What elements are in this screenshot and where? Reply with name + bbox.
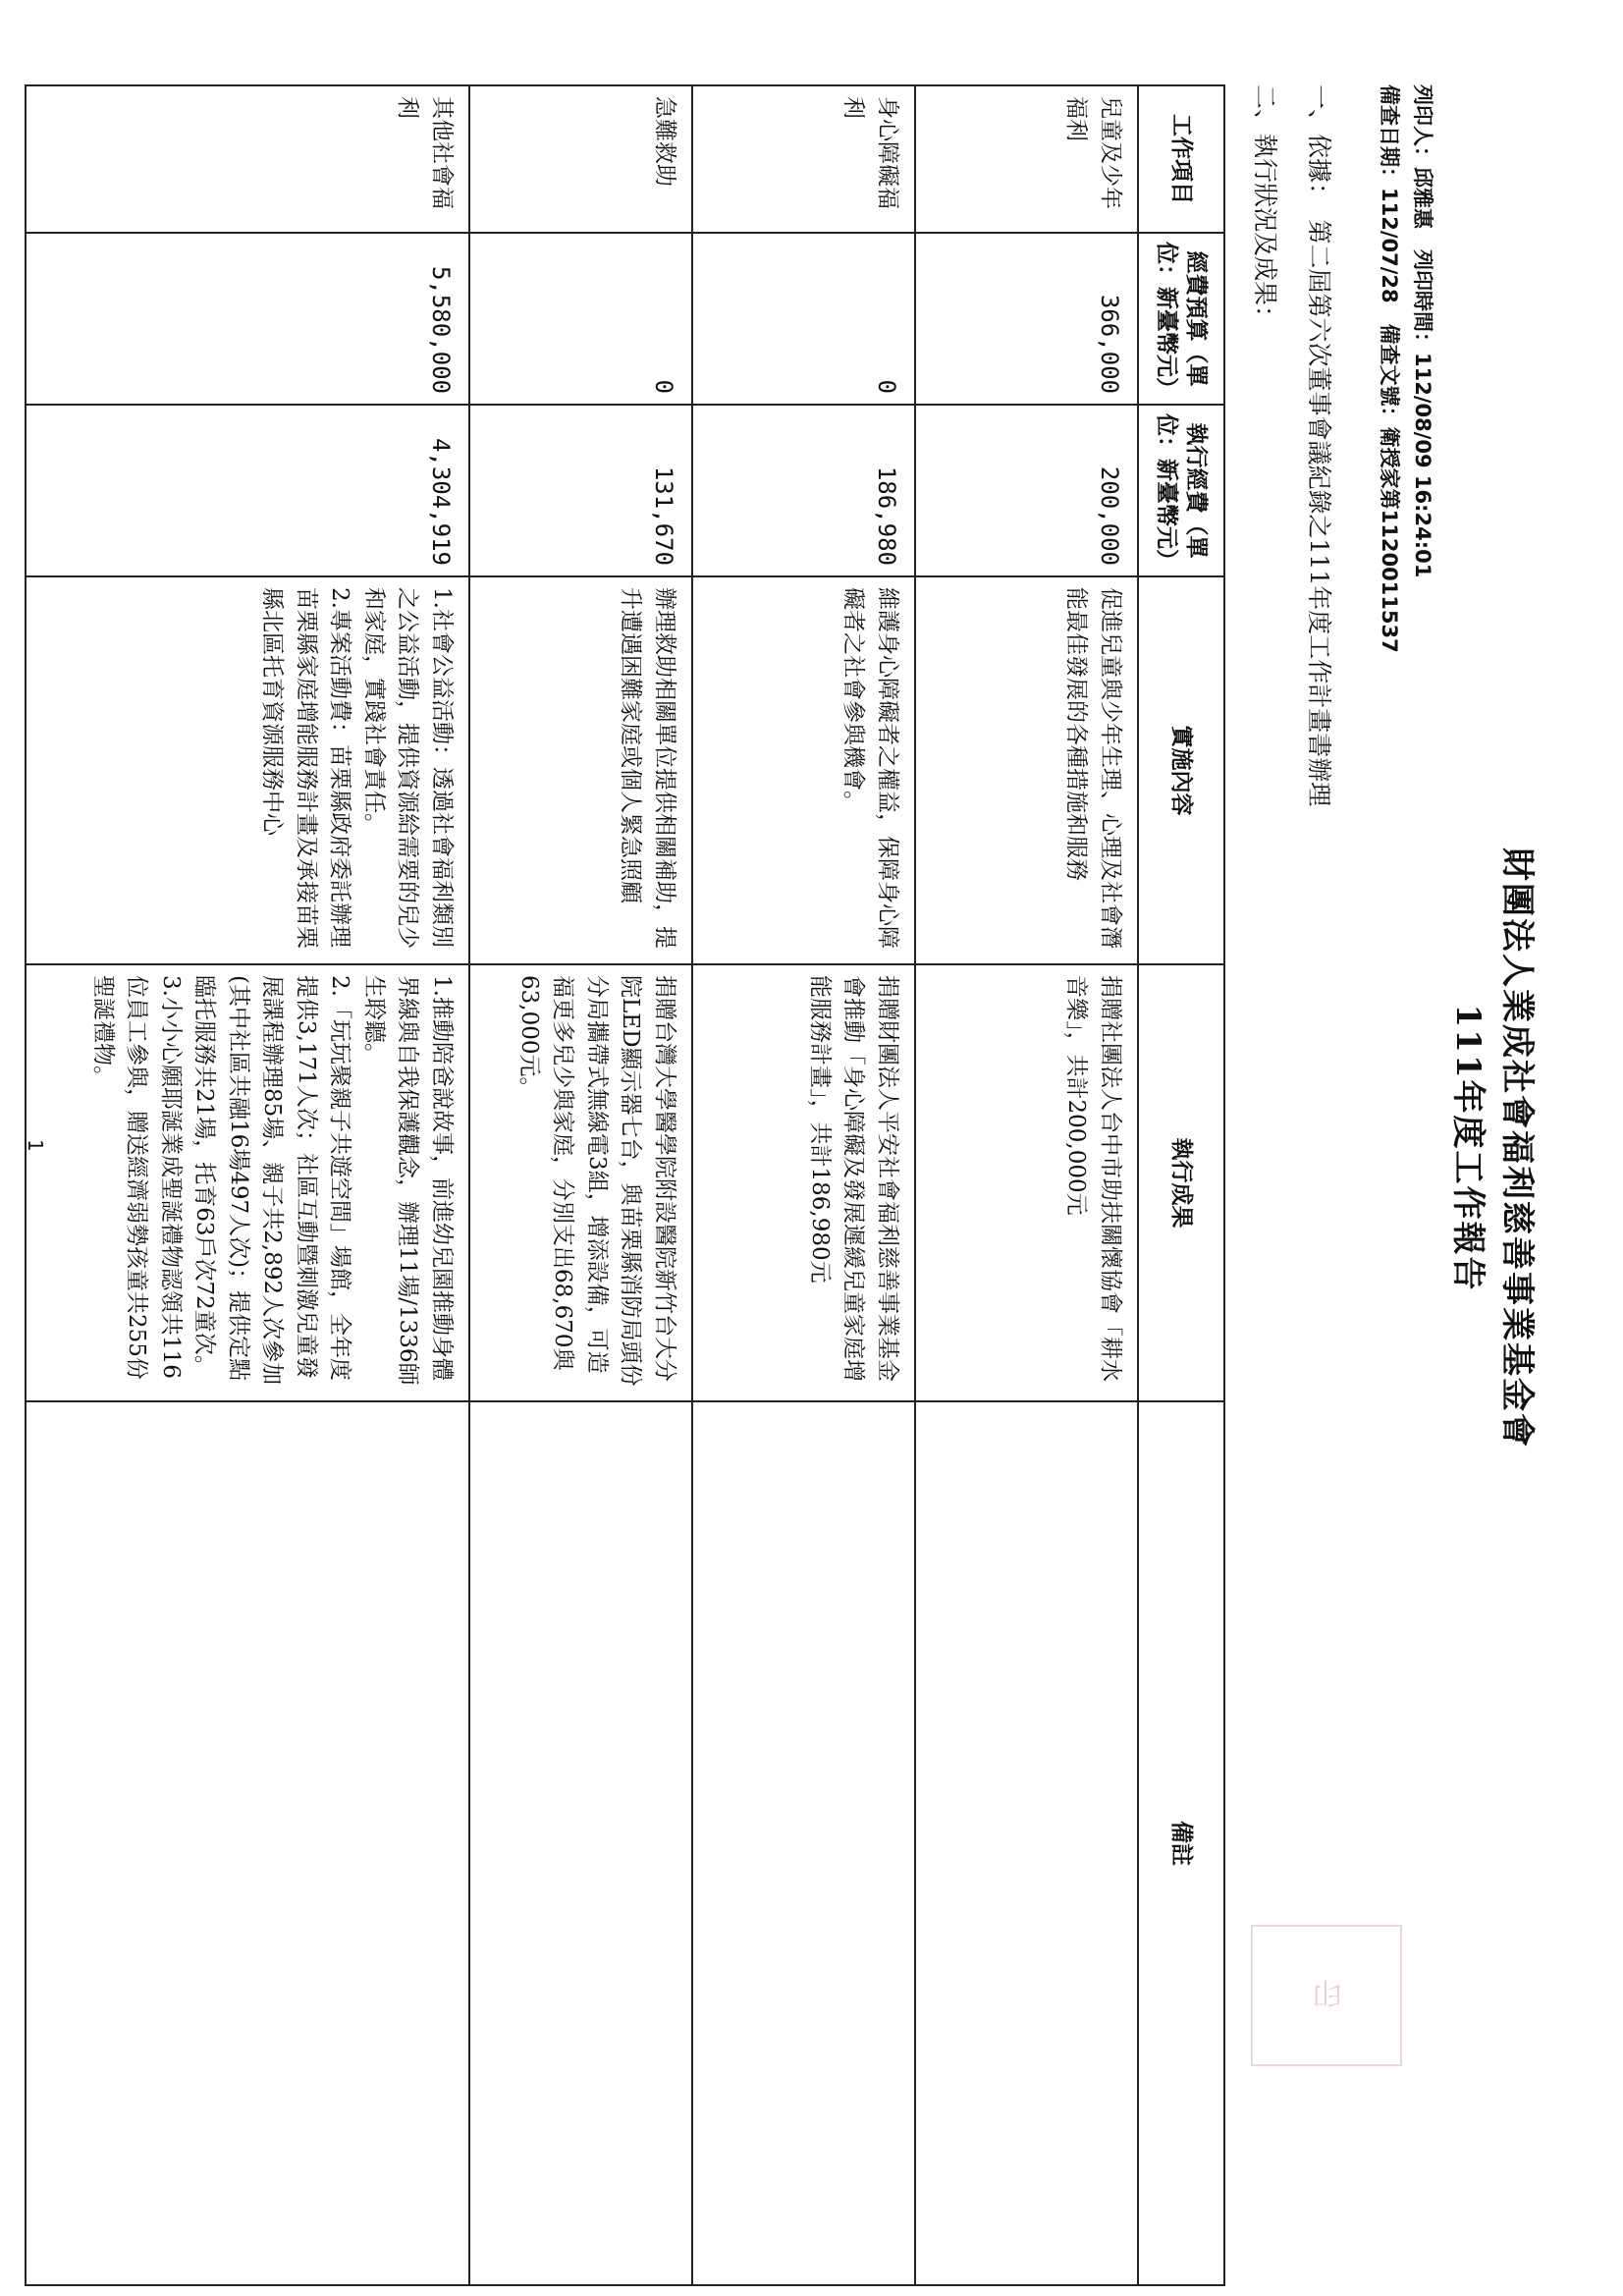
seal-stamp-icon: 印: [1251, 1925, 1402, 2066]
cell-budget: 0: [469, 233, 692, 405]
status-heading: 二、執行狀況及成果：: [1251, 84, 1279, 331]
cell-content: 辦理救助相關單位提供相關補助，提升遭遇困難家庭或個人緊急照顧: [469, 576, 692, 964]
header-remark: 備註: [1138, 1401, 1224, 2285]
document-title: 財團法人業成社會福利慈善事業基金會: [1497, 847, 1537, 1449]
cell-remark: [915, 1401, 1138, 2285]
header-content: 實施內容: [1138, 576, 1224, 964]
header-budget: 經費預算（單位：新臺幣元）: [1138, 233, 1224, 405]
cell-item: 急難救助: [469, 85, 692, 233]
basis-line: 一、依據： 第二屆第六次董事會議紀錄之111年度工作計畫書辦理: [1305, 84, 1333, 807]
cell-budget: 366,000: [915, 233, 1138, 405]
cell-content: 促進兒童與少年生理、心理及社會潛能最佳發展的各種措施和服務: [915, 576, 1138, 964]
cell-content: 維護身心障礙者之權益，保障身心障礙者之社會參與機會。: [692, 576, 915, 964]
table-row: [26, 85, 469, 2285]
header-result: 執行成果: [1138, 964, 1224, 1401]
print-info: 列印人：邱雅惠 列印時間：112/08/09 16:24:01: [1411, 84, 1434, 578]
header-spent: 執行經費（單位：新臺幣元）: [1138, 405, 1224, 576]
cell-spent: 131,670: [469, 405, 692, 576]
archive-info: 備查日期：112/07/28 備查文號：衛授家第1120011537: [1378, 84, 1401, 653]
cell-result: 捐贈社團法人台中市助扶關懷協會「耕水音樂」，共計200,000元: [915, 964, 1138, 1401]
cell-result: 捐贈財團法人平安社會福利慈善事業基金會推動「身心障礙及發展遲緩兒童家庭增能服務計畫」，共計186,980元: [692, 964, 915, 1401]
cell-remark: [26, 1401, 469, 2285]
cell-budget: 0: [692, 233, 915, 405]
cell-spent: 186,980: [692, 405, 915, 576]
document-subtitle: 111年度工作報告: [1448, 1004, 1488, 1292]
cell-result: 捐贈台灣大學醫學院附設醫院新竹台大分院LED顯示器七台，與苗栗縣消防局頭份分局攜帶式無線電3組，增添設備，可造福更多兒少與家庭，分別支出68,670與63,000元。: [469, 964, 692, 1401]
cell-spent: 200,000: [915, 405, 1138, 576]
cell-remark: [692, 1401, 915, 2285]
table-row: [915, 85, 1138, 2285]
cell-spent: 4,304,919: [26, 405, 469, 576]
cell-result: 1.推動陪爸說故事，前進幼兒園推動身體界線與自我保護觀念，辦理11場/1336師生聆聽。 2.「玩玩聚親子共遊空間」場館，全年度提供3,171人次；社區互動暨刺激兒童發展課程辦理85場、親子共2,892人次參加(其中社區共融16場497人次)；提供定點臨托服務共21場，托育63戶次72童次。 3.小小心願耶誕業成聖誕禮物認領共116位員工參與，贈送經濟弱勢孩童共255份聖誕禮物。: [26, 964, 469, 1401]
cell-content: 1.社會公益活動：透過社會福利類別之公益活動，提供資源給需要的兒少和家庭，實踐社會責任。 2.專案活動費：苗栗縣政府委託辦理苗栗縣家庭增能服務計畫及承接苗栗縣北區托育資源服務中心: [26, 576, 469, 964]
table-row: [692, 85, 915, 2285]
cell-item: 兒童及少年福利: [915, 85, 1138, 233]
table-row: [469, 85, 692, 2285]
page-number: 1: [24, 1139, 47, 1152]
header-item: 工作項目: [1138, 85, 1224, 233]
cell-remark: [469, 1401, 692, 2285]
cell-item: 其他社會福利: [26, 85, 469, 233]
report-table: [25, 84, 1225, 2286]
cell-budget: 5,580,000: [26, 233, 469, 405]
cell-item: 身心障礙福利: [692, 85, 915, 233]
